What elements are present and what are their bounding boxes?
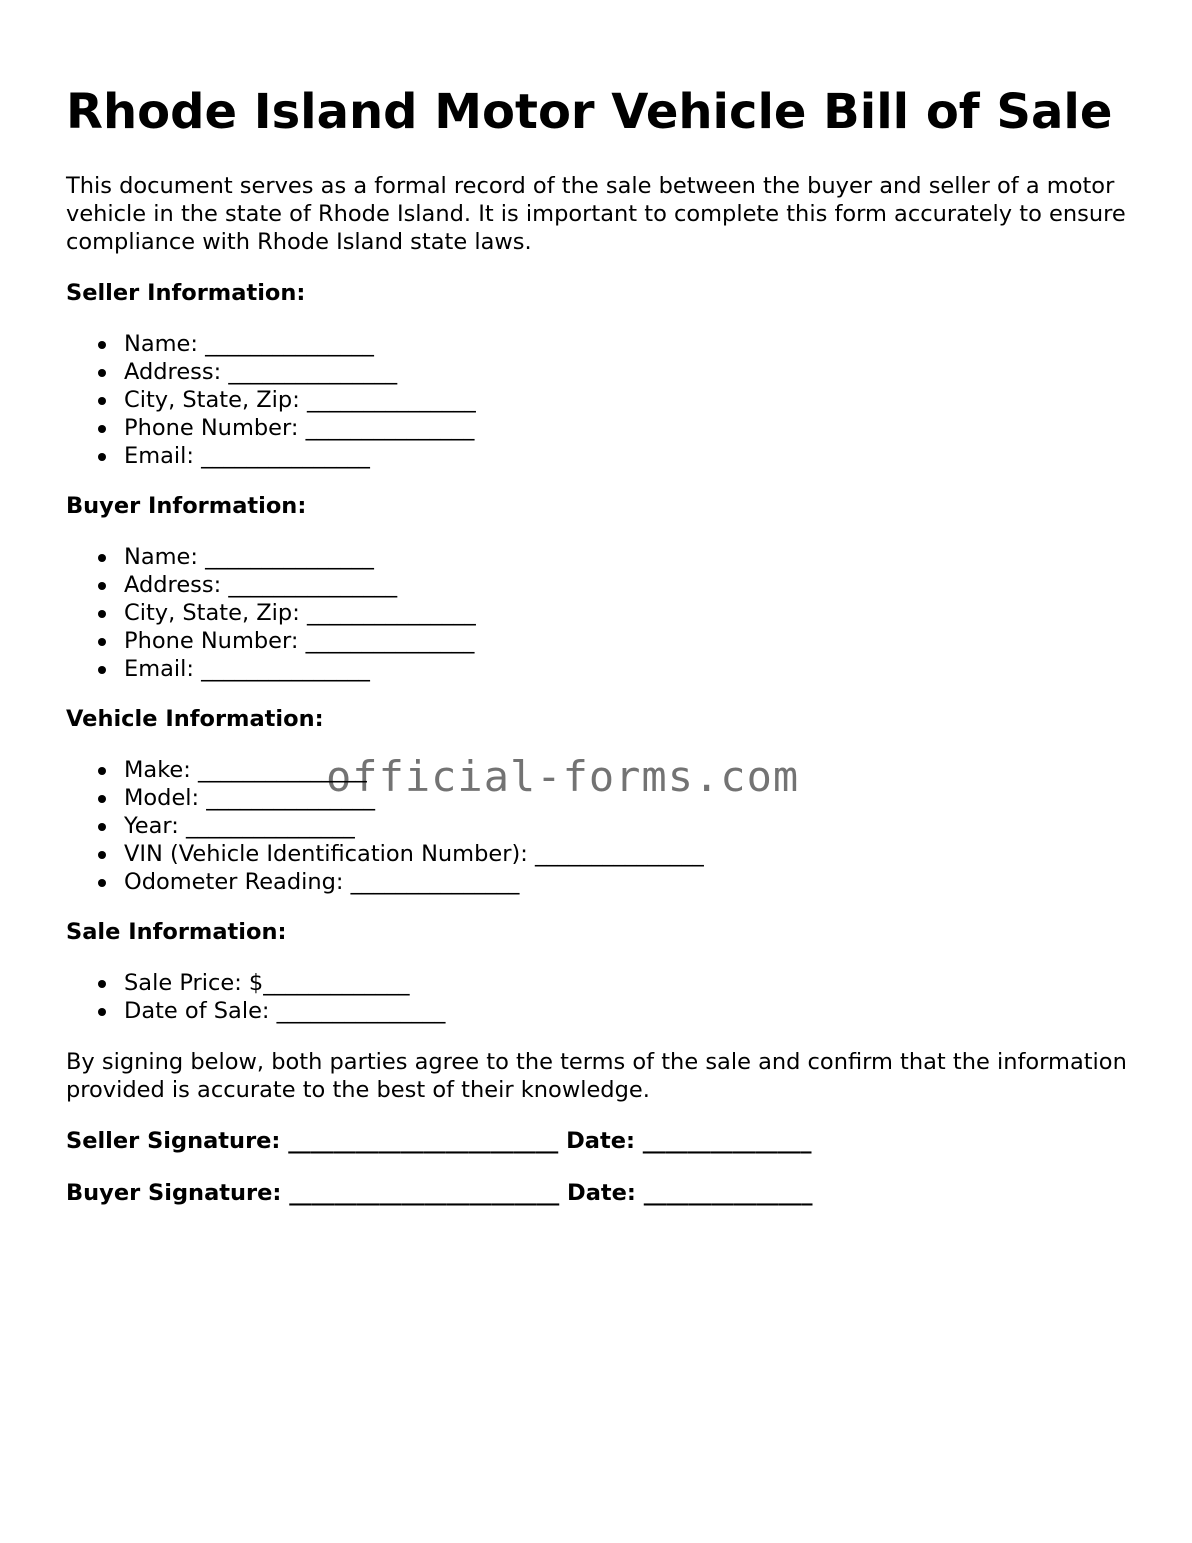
vehicle-section [66, 705, 1146, 896]
seller-email-field: Email: _______________ [124, 442, 1146, 470]
buyer-heading: Buyer Information: [66, 493, 307, 519]
vehicle-year-field: Year: _______________ [124, 812, 1146, 840]
vehicle-heading: Vehicle Information: [66, 706, 324, 732]
sale-heading: Sale Information: [66, 919, 287, 945]
buyer-signature-line: Buyer Signature: ________________________ Date: _______________ [66, 1180, 813, 1206]
seller-heading: Seller Information: [66, 280, 306, 306]
closing-paragraph: By signing below, both parties agree to the terms of the sale and confirm that the information provided is accurate to the best of their knowledge. [66, 1049, 1127, 1103]
buyer-address-field: Address: _______________ [124, 571, 1146, 599]
sale-fields [66, 969, 1146, 1025]
buyer-email-field: Email: _______________ [124, 655, 1146, 683]
sale-date-field: Date of Sale: _______________ [124, 997, 1146, 1025]
buyer-city-state-zip-field: City, State, Zip: _______________ [124, 599, 1146, 627]
sale-price-field: Sale Price: $_____________ [124, 969, 1146, 997]
buyer-phone-field: Phone Number: _______________ [124, 627, 1146, 655]
buyer-section [66, 492, 1146, 683]
sale-section [66, 918, 1146, 1025]
seller-city-state-zip-field: City, State, Zip: _______________ [124, 386, 1146, 414]
watermark-text: official-forms.com [326, 752, 800, 801]
intro-paragraph: This document serves as a formal record of the sale between the buyer and seller of a motor vehicle in the state of Rhode Island. It is important to complete this form accurately to ensure compliance with Rhode Island state laws. [66, 173, 1126, 255]
page-title: Rhode Island Motor Vehicle Bill of Sale [66, 84, 1113, 140]
seller-section [66, 279, 1146, 470]
buyer-fields [66, 543, 1146, 683]
vehicle-fields [66, 752, 1146, 896]
seller-phone-field: Phone Number: _______________ [124, 414, 1146, 442]
buyer-name-field: Name: _______________ [124, 543, 1146, 571]
seller-fields [66, 330, 1146, 470]
seller-name-field: Name: _______________ [124, 330, 1146, 358]
seller-signature-line: Seller Signature: ________________________ Date: _______________ [66, 1128, 812, 1154]
seller-address-field: Address: _______________ [124, 358, 1146, 386]
vehicle-model-field: Model: _______________ [124, 784, 1146, 812]
vehicle-make-field: Make: _______________ [124, 756, 1146, 784]
vehicle-odometer-field: Odometer Reading: _______________ [124, 868, 1146, 896]
vehicle-vin-field: VIN (Vehicle Identification Number): _______________ [124, 840, 1146, 868]
